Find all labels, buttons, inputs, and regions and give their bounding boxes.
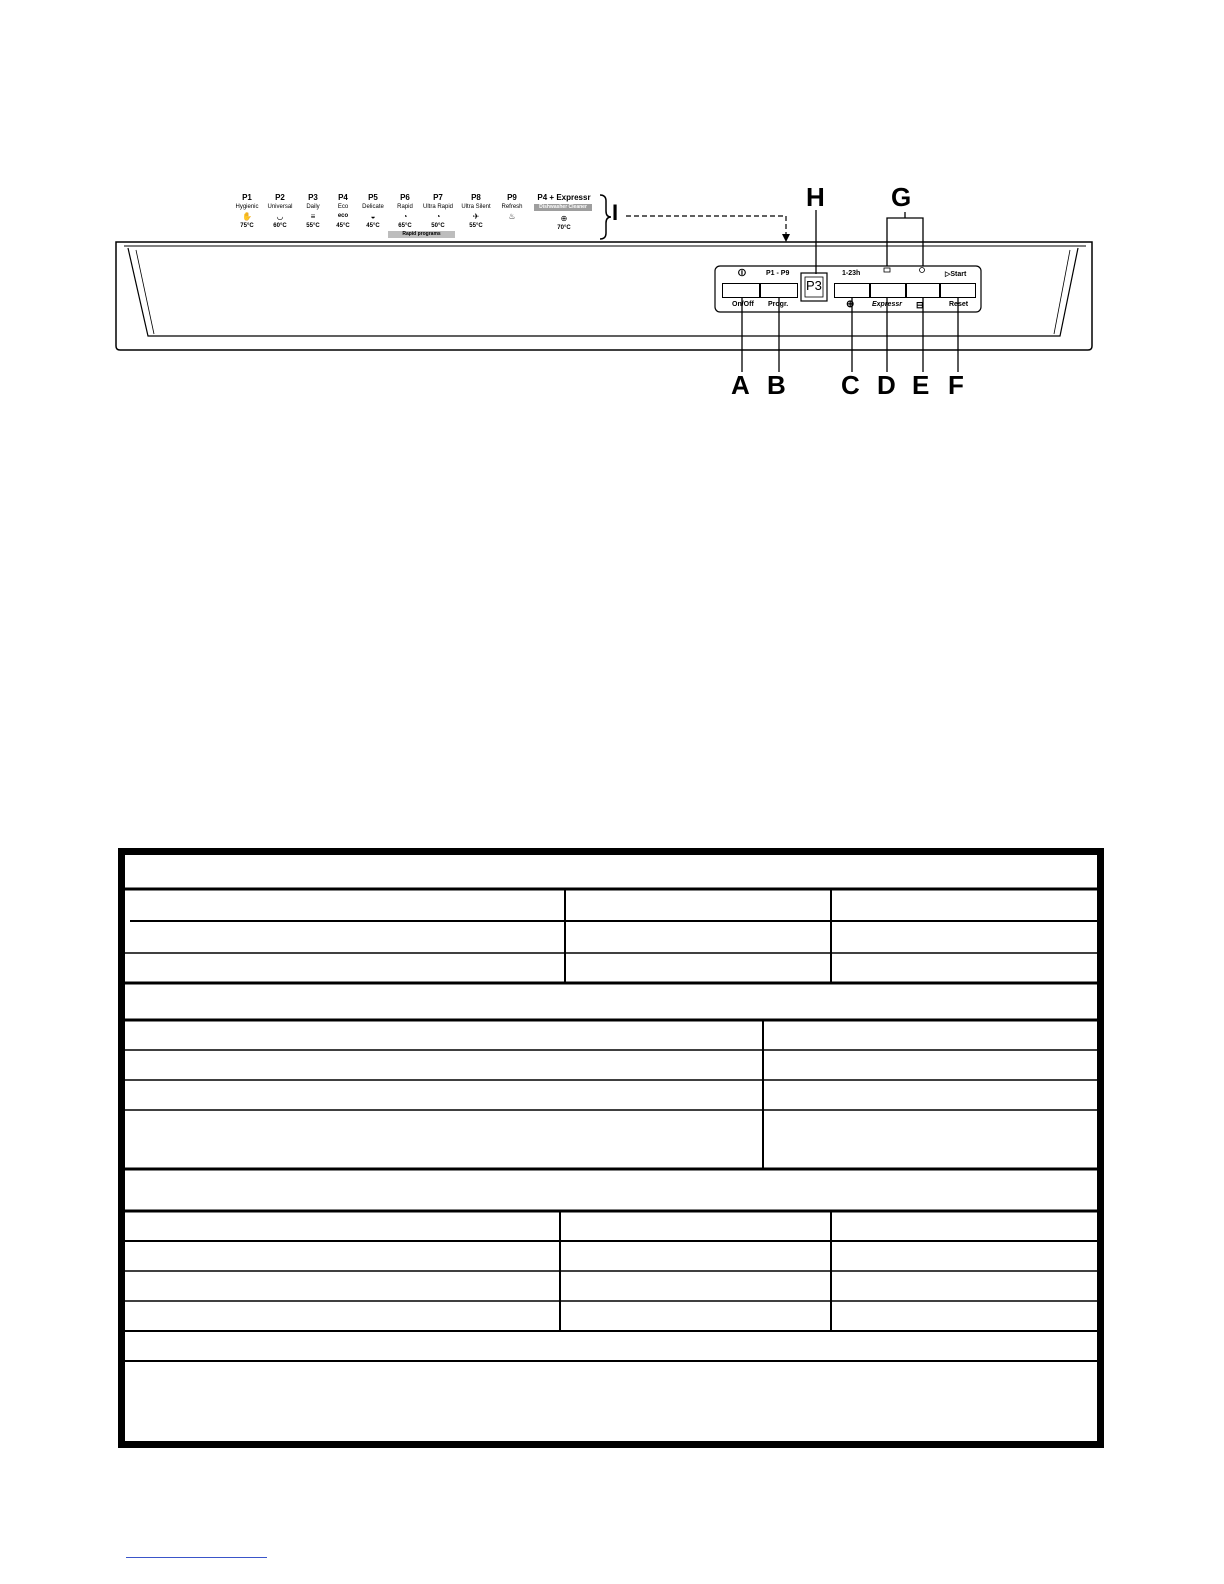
program-code: P5 — [368, 193, 378, 202]
progr-label: Progr. — [768, 301, 789, 308]
callout-a: A — [731, 370, 750, 400]
program-name: Rapid — [397, 204, 413, 210]
callout-b: B — [767, 370, 786, 400]
program-range-label: P1 - P9 — [766, 270, 790, 277]
delay-label: 1-23h — [842, 270, 861, 277]
program-code: P3 — [308, 193, 318, 202]
arrow-head — [782, 234, 790, 242]
callout-c: C — [841, 370, 860, 400]
program-name: Daily — [306, 204, 320, 210]
callout-h: H — [806, 182, 825, 212]
program-temp: 55°C — [306, 223, 320, 229]
power-icon: ⏼ — [738, 268, 746, 279]
dashed-arrow — [626, 216, 786, 238]
spec-table — [118, 848, 1104, 1448]
program-name: Eco — [337, 204, 349, 210]
program-code: P6 — [400, 193, 410, 202]
half-load-icon: ⊟ — [916, 300, 924, 310]
program-code: P7 — [433, 193, 443, 202]
half-load-button[interactable] — [906, 283, 940, 298]
callout-i: I — [612, 200, 619, 225]
program-temp: 65°C — [398, 223, 412, 229]
ultra-rapid-clock-icon: ◔ — [435, 212, 441, 221]
refresh-icon: ♨ — [508, 212, 516, 221]
eco-icon: eco — [337, 213, 349, 219]
on-off-button[interactable] — [722, 283, 760, 298]
program-name: Universal — [267, 204, 293, 210]
program-code: P9 — [507, 193, 517, 202]
program-button[interactable] — [760, 283, 798, 298]
delay-button[interactable] — [834, 283, 870, 298]
program-name: Hygienic — [235, 204, 259, 210]
table-grid — [125, 855, 1097, 1441]
display-readout: P3 — [806, 278, 822, 293]
express-button[interactable] — [870, 283, 906, 298]
program-code: P8 — [471, 193, 481, 202]
program-name: Refresh — [501, 204, 523, 210]
express-label: Expressr — [872, 301, 902, 308]
hand-icon: ✋ — [242, 212, 252, 221]
program-code: P4 + Expressr — [537, 193, 591, 202]
program-temp: 70°C — [557, 225, 571, 231]
rapid-programs-label: Rapid programs — [388, 231, 455, 238]
glass-icon: ◒ — [370, 212, 376, 221]
callout-d: D — [877, 370, 896, 400]
program-name: Ultra Silent — [461, 204, 491, 210]
program-temp: 45°C — [336, 223, 350, 229]
brace — [600, 195, 611, 239]
callout-g: G — [891, 182, 912, 212]
program-temp: 75°C — [240, 223, 254, 229]
start-label: ▷Start — [945, 271, 967, 278]
dishes-icon: ≡ — [310, 212, 316, 221]
delay-clock-icon: ⊕ — [846, 299, 855, 310]
program-temp: 50°C — [431, 223, 445, 229]
program-code: P2 — [275, 193, 285, 202]
program-temp: 60°C — [273, 223, 287, 229]
program-name: Ultra Rapid — [422, 204, 453, 210]
on-off-label: On/Off — [732, 301, 754, 308]
program-temp: 45°C — [366, 223, 380, 229]
program-code: P1 — [242, 193, 252, 202]
rapid-clock-icon: ◔ — [402, 212, 408, 221]
start-reset-button[interactable] — [940, 283, 976, 298]
silent-icon: ✈ — [472, 212, 480, 221]
callout-f: F — [948, 370, 964, 400]
cleaner-label: Dishwasher Cleaner — [534, 204, 592, 211]
program-name: Delicate — [362, 204, 384, 210]
footer-link-underline[interactable] — [126, 1557, 267, 1558]
cleaner-icon: ⊕ — [560, 214, 568, 223]
program-temp: 55°C — [469, 223, 483, 229]
reset-label: Reset — [949, 301, 969, 308]
callout-e: E — [912, 370, 930, 400]
pot-icon: ◡ — [276, 212, 284, 221]
program-code: P4 — [338, 193, 348, 202]
